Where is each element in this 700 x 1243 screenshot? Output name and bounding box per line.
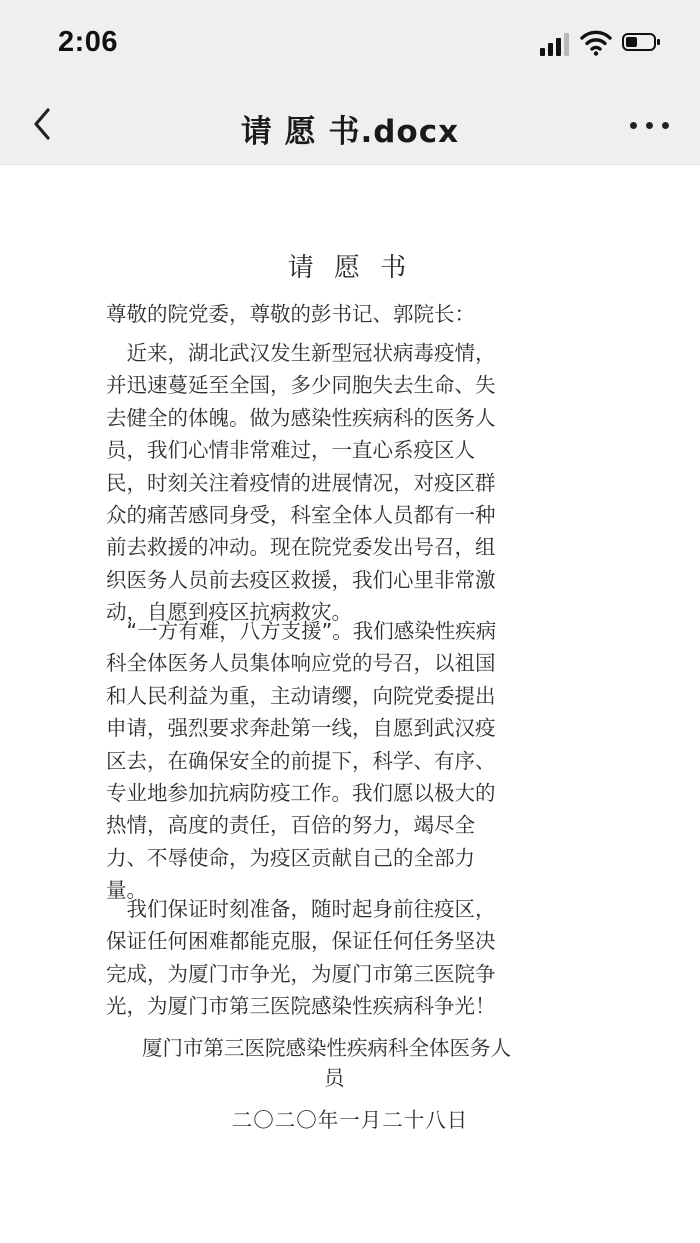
- text-line: 前去救援的冲动。现在院党委发出号召，组: [106, 535, 496, 560]
- status-icons: [540, 30, 670, 60]
- signature-line: 厦门市第三医院感染性疾病科全体医务人: [142, 1036, 511, 1060]
- more-options-button[interactable]: [626, 110, 674, 140]
- text-line: 保证任何困难都能克服，保证任何任务坚决: [106, 929, 496, 954]
- text-line: 近来，湖北武汉发生新型冠状病毒疫情，: [106, 341, 496, 365]
- signature-line: 员: [324, 1066, 345, 1090]
- document-view[interactable]: [0, 165, 700, 1243]
- paragraph-3: [106, 893, 596, 1023]
- text-line: 光，为厦门市第三医院感染性疾病科争光！: [106, 994, 496, 1019]
- status-time: 2:06: [58, 26, 119, 58]
- paragraph-1: [106, 337, 596, 629]
- document-date: 二〇二〇年一月二十八日: [231, 1108, 469, 1132]
- wifi-icon: [580, 28, 612, 56]
- navigation-bar: [0, 86, 700, 165]
- text-line: 织医务人员前去疫区救援，我们心里非常激: [106, 567, 496, 592]
- text-line: 我们保证时刻准备，随时起身前往疫区，: [106, 897, 496, 921]
- signal-icon: [540, 30, 572, 56]
- text-line: 动，自愿到疫区抗病救灾。: [106, 600, 352, 625]
- text-line: 申请，强烈要求奔赴第一线，自愿到武汉疫: [106, 716, 496, 741]
- document-heading: 请 愿 书: [287, 253, 413, 283]
- status-bar: [0, 0, 700, 86]
- more-horizontal-icon: [630, 122, 637, 129]
- text-line: 众的痛苦感同身受，科室全体人员都有一种: [106, 503, 496, 528]
- salutation: 尊敬的院党委，尊敬的彭书记、郭院长：: [106, 302, 475, 326]
- text-line: 量。: [106, 878, 147, 903]
- text-line: 完成，为厦门市争光，为厦门市第三医院争: [106, 961, 496, 986]
- text-line: 热情，高度的责任，百倍的努力，竭尽全: [106, 813, 475, 838]
- text-line: 科全体医务人员集体响应党的号召，以祖国: [106, 651, 496, 676]
- text-line: 员，我们心情非常难过，一直心系疫区人: [106, 438, 475, 463]
- text-line: 去健全的体魄。做为感染性疾病科的医务人: [106, 405, 496, 430]
- signature: [142, 1033, 592, 1093]
- text-line: “一方有难，八方支援”。我们感染性疾病: [106, 619, 497, 643]
- text-line: 专业地参加抗病防疫工作。我们愿以极大的: [106, 781, 496, 806]
- text-line: 力、不辱使命，为疫区贡献自己的全部力: [106, 845, 475, 870]
- text-line: 和人民利益为重，主动请缨，向院党委提出: [106, 683, 496, 708]
- battery-icon: [622, 33, 656, 51]
- text-line: 并迅速蔓延至全国，多少同胞失去生命、失: [106, 373, 496, 398]
- text-line: 民，时刻关注着疫情的进展情况，对疫区群: [106, 470, 496, 495]
- document-title: 请 愿 书.docx: [240, 114, 460, 150]
- paragraph-2: [106, 615, 596, 907]
- text-line: 区去，在确保安全的前提下，科学、有序、: [106, 748, 496, 773]
